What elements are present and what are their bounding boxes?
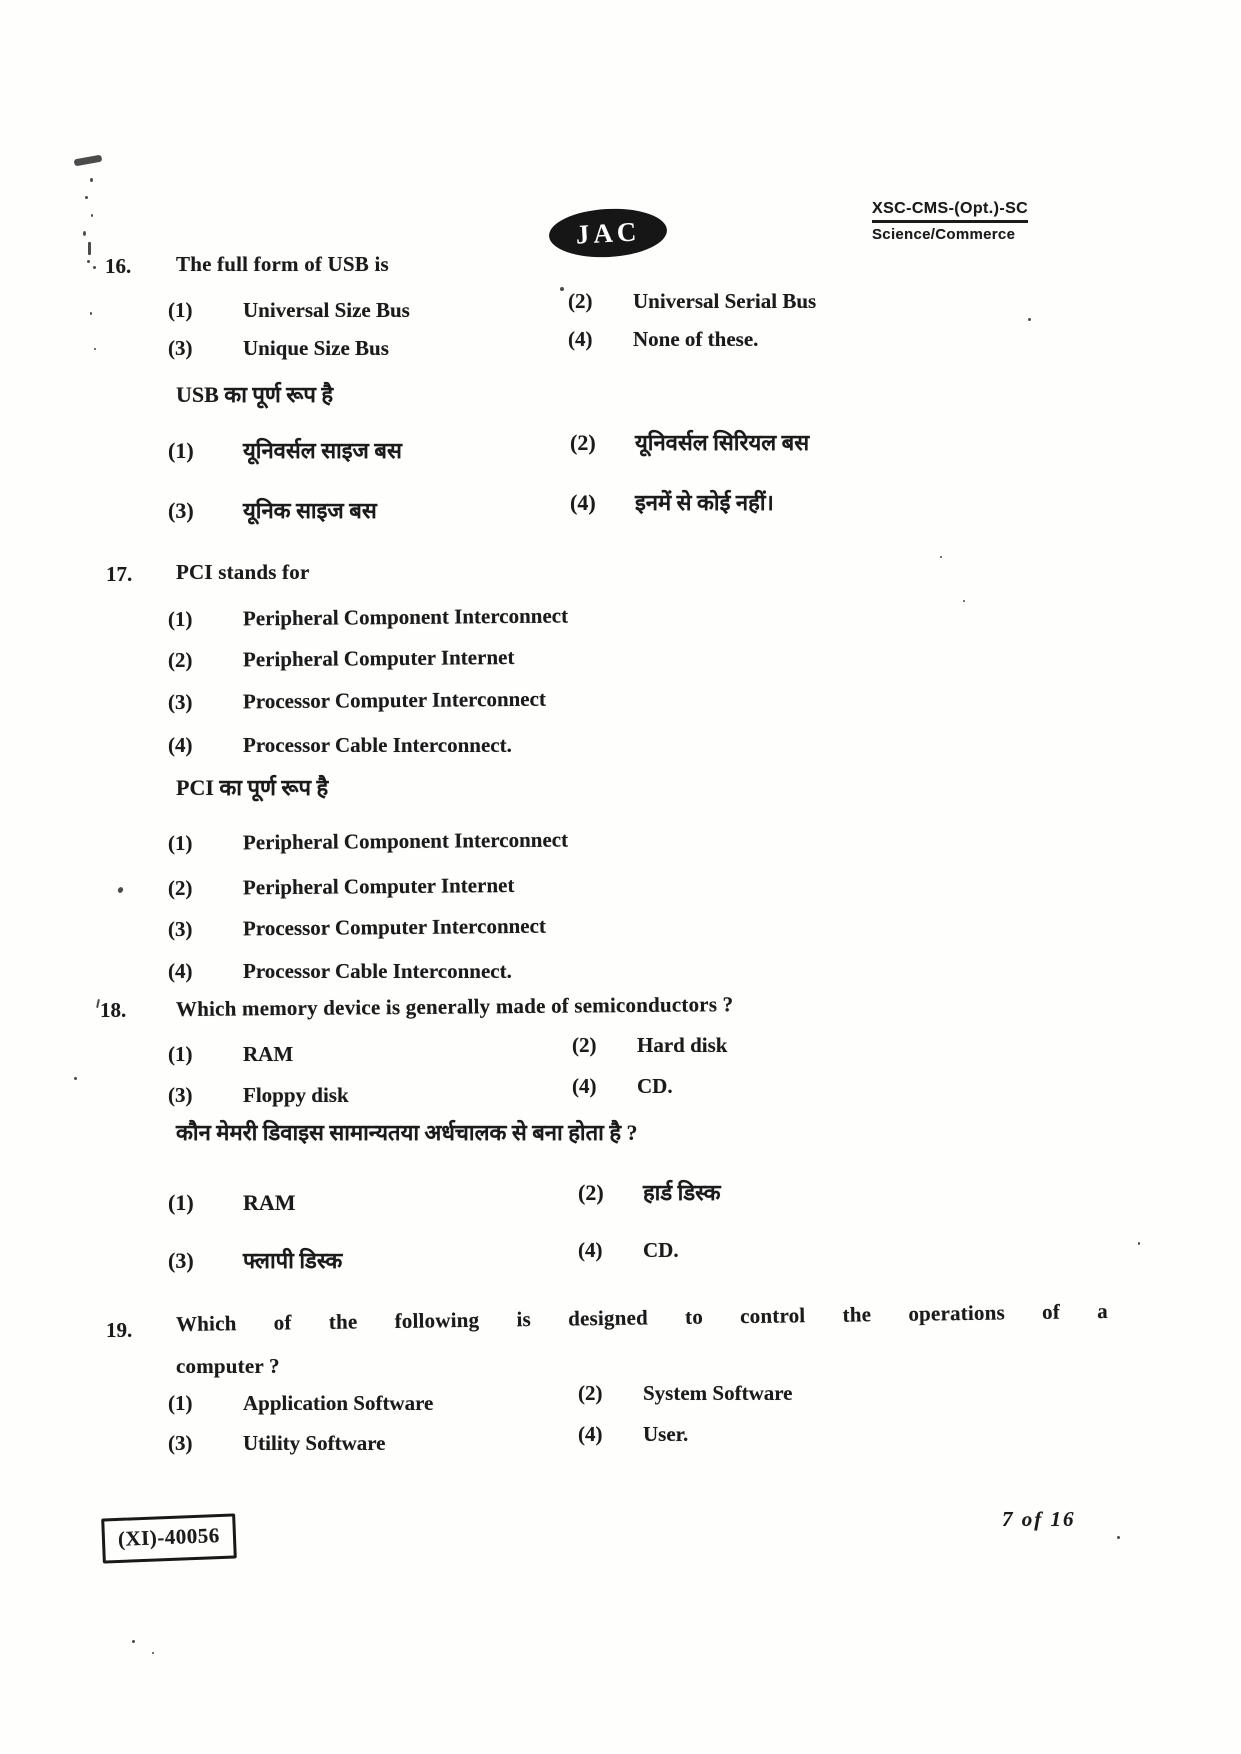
stream-label: Science/Commerce [872, 226, 1016, 243]
scan-artifact [74, 155, 103, 167]
option-marker: (4) [578, 1238, 603, 1262]
q16-option-4-en [568, 327, 758, 352]
option-marker: (1) [168, 1391, 193, 1415]
option-text: RAM [243, 1190, 296, 1215]
option-marker: (1) [168, 1042, 193, 1066]
q17-stem-hi: PCI का पूर्ण रूप है [176, 775, 329, 800]
option-marker: (1) [168, 438, 194, 463]
q18-option-1-en [168, 1042, 293, 1067]
option-text: System Software [643, 1381, 793, 1405]
option-text: यूनिवर्सल साइज बस [243, 438, 402, 463]
option-marker: (4) [168, 733, 193, 757]
option-text: None of these. [633, 327, 759, 351]
option-text: Processor Cable Interconnect. [243, 959, 512, 983]
option-text: Peripheral Component Interconnect [242, 827, 569, 855]
scan-artifact [88, 242, 91, 255]
option-marker: (3) [168, 1431, 193, 1455]
option-marker: (4) [578, 1422, 603, 1446]
q17-option-2-hi [168, 873, 515, 901]
q18-stem-hi: कौन मेमरी डिवाइस सामान्यतया अर्धचालक से बना होता है ? [176, 1120, 638, 1145]
q19-option-3-en [168, 1431, 386, 1456]
q18-option-3-hi [168, 1248, 342, 1274]
q16-option-3-hi [168, 498, 377, 524]
q19-option-2-en [578, 1381, 793, 1406]
q17-stem-en: PCI stands for [176, 560, 310, 584]
q18-option-3-en [168, 1083, 349, 1108]
option-marker: (4) [572, 1074, 597, 1098]
option-text: फ्लापी डिस्क [243, 1248, 343, 1273]
q17-option-3-en [168, 687, 546, 715]
option-text: Universal Size Bus [243, 298, 410, 322]
q16-option-4-hi [570, 490, 774, 516]
option-marker: (3) [168, 1083, 193, 1107]
booklet-code-box [101, 1513, 236, 1563]
q18-option-2-hi [578, 1180, 721, 1206]
q18-option-1-hi [168, 1190, 296, 1216]
option-marker: (2) [578, 1180, 604, 1205]
jac-logo [548, 206, 668, 260]
q16-number: 16. [105, 254, 132, 278]
scan-artifact [91, 214, 93, 217]
scan-artifact [1028, 318, 1031, 321]
scan-artifact [85, 196, 88, 199]
option-marker: (2) [578, 1381, 603, 1405]
scan-artifact [74, 1077, 77, 1080]
option-text: RAM [243, 1042, 294, 1066]
option-marker: (3) [168, 1248, 194, 1273]
option-marker: (2) [167, 647, 193, 672]
q18-option-4-hi [578, 1238, 679, 1263]
option-text: Universal Serial Bus [633, 289, 817, 313]
option-text: User. [643, 1422, 689, 1446]
option-marker: (2) [570, 430, 596, 455]
option-text: यूनिवर्सल सिरियल बस [635, 430, 810, 455]
paper-code: XSC-CMS-(Opt.)-SC [872, 200, 1028, 223]
q17-option-1-hi [168, 828, 568, 857]
jac-logo-text: JAC [574, 215, 641, 250]
option-text: Peripheral Computer Internet [242, 872, 515, 900]
option-marker: (4) [568, 327, 593, 351]
scan-artifact [940, 556, 942, 558]
scan-artifact [1138, 1242, 1140, 1245]
q17-option-4-hi [168, 959, 512, 984]
option-marker: (1) [168, 298, 193, 322]
scan-artifact [90, 178, 93, 182]
option-text: Application Software [243, 1391, 434, 1415]
q16-option-2-en [568, 289, 816, 314]
q16-stem-en: The full form of USB is [176, 252, 389, 276]
q18-number: 18. [100, 998, 127, 1022]
scan-artifact [117, 886, 124, 894]
booklet-code: (XI)-40056 [117, 1523, 221, 1551]
option-marker: (1) [168, 1190, 194, 1215]
q17-number: 17. [106, 562, 133, 586]
option-marker: (2) [167, 875, 193, 900]
option-text: Processor Cable Interconnect. [243, 733, 512, 757]
page-indicator: 7 of 16 [1002, 1507, 1076, 1531]
scan-artifact [94, 348, 96, 350]
option-marker: (3) [167, 916, 193, 941]
option-marker: (1) [167, 830, 193, 855]
q16-stem-hi: USB का पूर्ण रूप है [176, 382, 334, 407]
option-text: Peripheral Component Interconnect [242, 603, 569, 631]
option-marker: (2) [568, 289, 593, 313]
scan-artifact [90, 312, 92, 315]
option-text: Processor Computer Interconnect [242, 686, 546, 714]
option-text: Hard disk [637, 1033, 728, 1057]
q17-option-4-en [168, 733, 512, 758]
option-marker: (3) [167, 689, 193, 714]
q19-option-1-en [168, 1391, 433, 1416]
option-marker: (3) [168, 336, 193, 360]
q19-stem-en-line2: computer ? [176, 1354, 280, 1378]
q16-option-1-hi [168, 438, 402, 464]
option-text: Processor Computer Interconnect [242, 913, 546, 941]
option-text: Utility Software [243, 1431, 386, 1455]
q18-option-2-en [572, 1033, 727, 1058]
option-text: CD. [643, 1238, 679, 1262]
q17-option-3-hi [168, 914, 546, 942]
option-text: Peripheral Computer Internet [242, 644, 515, 672]
q17-option-2-en [168, 645, 515, 673]
q16-option-1-en [168, 298, 410, 323]
q16-option-3-en [168, 336, 389, 361]
option-text: Floppy disk [243, 1083, 349, 1107]
scan-artifact [93, 266, 96, 269]
option-text: हार्ड डिस्क [643, 1180, 721, 1205]
scan-artifact [83, 231, 86, 236]
q18-option-4-en [572, 1074, 673, 1099]
q19-option-4-en [578, 1422, 688, 1447]
scan-artifact [132, 1640, 135, 1643]
option-text: CD. [637, 1074, 673, 1098]
option-marker: (4) [168, 959, 193, 983]
option-text: इनमें से कोई नहीं। [635, 490, 774, 515]
q19-stem-en-line1: Which of the following is designed to control the operations of a [175, 1298, 1109, 1336]
q17-option-1-en [168, 604, 568, 633]
scan-artifact [1117, 1536, 1120, 1539]
option-marker: (3) [168, 498, 194, 523]
scan-artifact [560, 287, 564, 291]
q16-option-2-hi [570, 430, 809, 456]
scan-artifact [963, 600, 965, 602]
option-text: Unique Size Bus [243, 336, 389, 360]
scan-artifact [152, 1652, 154, 1654]
scan-artifact [87, 260, 90, 263]
option-marker: (1) [167, 606, 193, 631]
option-text: यूनिक साइज बस [243, 498, 377, 523]
q18-stem-en: Which memory device is generally made of semiconductors ? [175, 992, 734, 1021]
option-marker: (4) [570, 490, 596, 515]
header-paper-code-block [872, 200, 1028, 243]
q19-number: 19. [106, 1318, 133, 1342]
option-marker: (2) [572, 1033, 597, 1057]
